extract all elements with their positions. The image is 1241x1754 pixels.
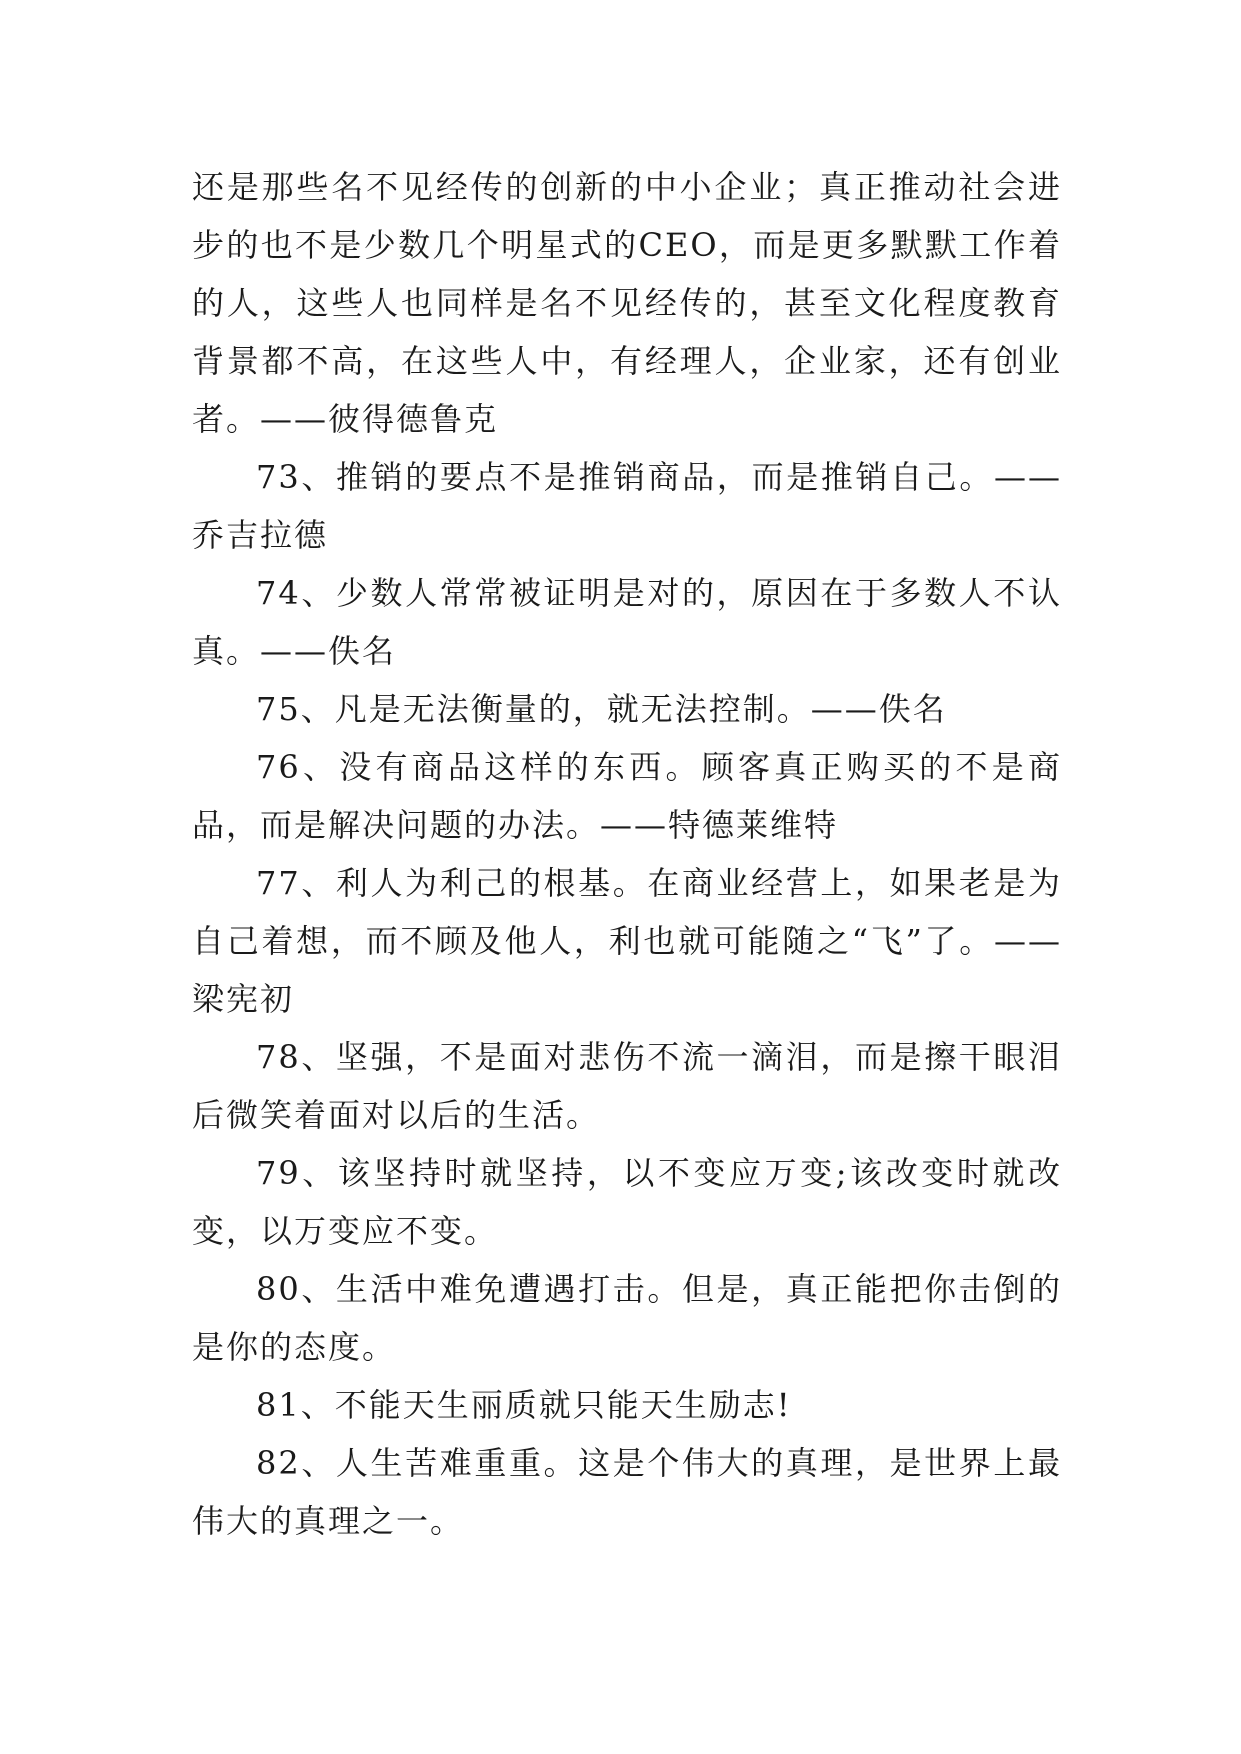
quote-77: 77、利人为利己的根基。在商业经营上，如果老是为自己着想，而不顾及他人，利也就可能随之“飞”了。——梁宪初 — [192, 864, 1062, 1018]
quote-78: 78、坚强，不是面对悲伤不流一滴泪，而是擦干眼泪后微笑着面对以后的生活。 — [192, 1038, 1062, 1134]
quote-76: 76、没有商品这样的东西。顾客真正购买的不是商品，而是解决问题的办法。——特德莱维特 — [192, 748, 1062, 844]
quote-81: 81、不能天生丽质就只能天生励志! — [256, 1386, 792, 1424]
quote-80: 80、生活中难免遭遇打击。但是，真正能把你击倒的是你的态度。 — [192, 1270, 1062, 1366]
quote-73: 73、推销的要点不是推销商品，而是推销自己。——乔吉拉德 — [192, 458, 1062, 554]
quote-75: 75、凡是无法衡量的，就无法控制。——佚名 — [256, 690, 947, 728]
quote-82: 82、人生苦难重重。这是个伟大的真理，是世界上最伟大的真理之一。 — [192, 1444, 1062, 1540]
document-body — [192, 158, 1062, 1550]
paragraph-continuation: 还是那些名不见经传的创新的中小企业；真正推动社会进步的也不是少数几个明星式的CEO，而是更多默默工作着的人，这些人也同样是名不见经传的，甚至文化程度教育背景都不高，在这些人中，有经理人，企业家，还有创业者。——彼得德鲁克 — [192, 168, 1062, 438]
quote-79: 79、该坚持时就坚持，以不变应万变;该改变时就改变，以万变应不变。 — [192, 1154, 1062, 1250]
quote-74: 74、少数人常常被证明是对的，原因在于多数人不认真。——佚名 — [192, 574, 1062, 670]
